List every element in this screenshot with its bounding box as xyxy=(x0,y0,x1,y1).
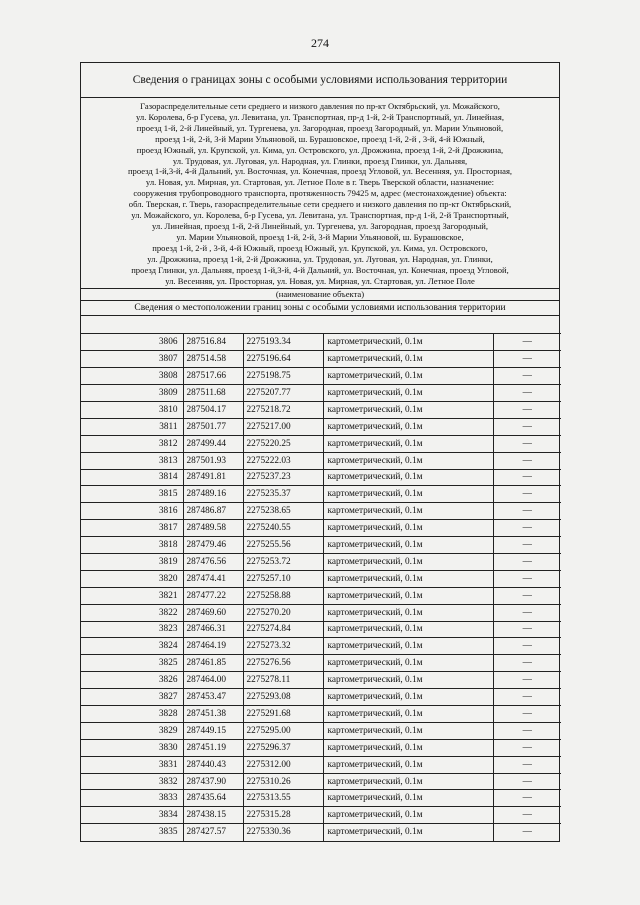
method-accuracy: картометрический, 0.1м xyxy=(323,655,493,672)
description-cell: — xyxy=(493,621,561,638)
description-cell: — xyxy=(493,452,561,469)
table-row xyxy=(81,790,561,807)
object-description xyxy=(81,98,559,289)
table-row xyxy=(81,351,561,368)
point-number: 3814 xyxy=(81,469,183,486)
x-coordinate: 287477.22 xyxy=(183,587,243,604)
table-row xyxy=(81,689,561,706)
x-coordinate: 287464.00 xyxy=(183,672,243,689)
method-accuracy: картометрический, 0.1м xyxy=(323,807,493,824)
description-line: ул. Можайского, ул. Королева, б-р Гусева, ул. Левитана, ул. Транспортная, пр-д 1-й, 2-й Транспортный, xyxy=(131,210,509,221)
description-line: проезд 1-й, 2-й Линейный, ул. Тургенева, ул. Загородная, проезд Загородный, ул. Марии Ульяновой, xyxy=(136,122,504,133)
method-accuracy: картометрический, 0.1м xyxy=(323,385,493,402)
y-coordinate: 2275255.56 xyxy=(243,537,323,554)
method-accuracy: картометрический, 0.1м xyxy=(323,435,493,452)
table-row xyxy=(81,520,561,537)
description-cell: — xyxy=(493,824,561,841)
description-line: ул. Линейная, проезд 1-й, 2-й Линейный, ул. Тургенева, ул. Загородная, проезд Загородный, xyxy=(151,220,489,231)
table-row xyxy=(81,553,561,570)
y-coordinate: 2275253.72 xyxy=(243,553,323,570)
description-line: проезд Глинки, ул. Дальняя, проезд 1-й,3-й, 4-й Дальний, ул. Восточная, ул. Конечная, проезд Угловой, xyxy=(131,264,509,275)
y-coordinate: 2275313.55 xyxy=(243,790,323,807)
x-coordinate: 287464.19 xyxy=(183,638,243,655)
y-coordinate: 2275217.00 xyxy=(243,418,323,435)
table-row xyxy=(81,824,561,841)
x-coordinate: 287486.87 xyxy=(183,503,243,520)
table-header-spacer xyxy=(81,316,559,333)
y-coordinate: 2275240.55 xyxy=(243,520,323,537)
method-accuracy: картометрический, 0.1м xyxy=(323,401,493,418)
method-accuracy: картометрический, 0.1м xyxy=(323,553,493,570)
table-row xyxy=(81,486,561,503)
point-number: 3818 xyxy=(81,537,183,554)
point-number: 3809 xyxy=(81,385,183,402)
table-row xyxy=(81,385,561,402)
point-number: 3812 xyxy=(81,435,183,452)
description-cell: — xyxy=(493,722,561,739)
method-accuracy: картометрический, 0.1м xyxy=(323,368,493,385)
description-line: сооружения трубопроводного транспорта, протяженность 79425 м, адрес (местонахождение) объекта: xyxy=(133,188,507,199)
description-cell: — xyxy=(493,672,561,689)
method-accuracy: картометрический, 0.1м xyxy=(323,418,493,435)
table-row xyxy=(81,638,561,655)
x-coordinate: 287511.68 xyxy=(183,385,243,402)
method-accuracy: картометрический, 0.1м xyxy=(323,739,493,756)
description-line: проезд 1-й, 2-й, 3-й Марии Ульяновой, ш. Бурашовское, проезд 1-й, 2-й , 3-й, 4-й Южный, xyxy=(155,133,485,144)
x-coordinate: 287451.19 xyxy=(183,739,243,756)
x-coordinate: 287438.15 xyxy=(183,807,243,824)
point-number: 3825 xyxy=(81,655,183,672)
description-cell: — xyxy=(493,587,561,604)
description-line: ул. Трудовая, ул. Луговая, ул. Народная, ул. Глинки, проезд Глинки, ул. Дальняя, xyxy=(172,155,468,166)
x-coordinate: 287451.38 xyxy=(183,706,243,723)
y-coordinate: 2275193.34 xyxy=(243,334,323,351)
table-row xyxy=(81,739,561,756)
method-accuracy: картометрический, 0.1м xyxy=(323,520,493,537)
description-cell: — xyxy=(493,773,561,790)
y-coordinate: 2275278.11 xyxy=(243,672,323,689)
description-cell: — xyxy=(493,655,561,672)
point-number: 3834 xyxy=(81,807,183,824)
method-accuracy: картометрический, 0.1м xyxy=(323,587,493,604)
section-title: Сведения о местоположении границ зоны с особыми условиями использования территории xyxy=(81,301,559,316)
method-accuracy: картометрический, 0.1м xyxy=(323,334,493,351)
description-line: проезд 1-й,3-й, 4-й Дальний, ул. Восточная, ул. Конечная, проезд Угловой, ул. Весенняя, ул. Просторная, xyxy=(127,166,513,177)
table-row xyxy=(81,722,561,739)
y-coordinate: 2275257.10 xyxy=(243,570,323,587)
y-coordinate: 2275291.68 xyxy=(243,706,323,723)
y-coordinate: 2275293.08 xyxy=(243,689,323,706)
description-cell: — xyxy=(493,807,561,824)
point-number: 3813 xyxy=(81,452,183,469)
y-coordinate: 2275270.20 xyxy=(243,604,323,621)
point-number: 3810 xyxy=(81,401,183,418)
x-coordinate: 287466.31 xyxy=(183,621,243,638)
x-coordinate: 287499.44 xyxy=(183,435,243,452)
x-coordinate: 287516.84 xyxy=(183,334,243,351)
x-coordinate: 287474.41 xyxy=(183,570,243,587)
table-row xyxy=(81,368,561,385)
description-cell: — xyxy=(493,706,561,723)
point-number: 3816 xyxy=(81,503,183,520)
description-cell: — xyxy=(493,503,561,520)
method-accuracy: картометрический, 0.1м xyxy=(323,469,493,486)
y-coordinate: 2275218.72 xyxy=(243,401,323,418)
point-number: 3828 xyxy=(81,706,183,723)
y-coordinate: 2275295.00 xyxy=(243,722,323,739)
table-row xyxy=(81,604,561,621)
coordinates-table xyxy=(81,333,561,840)
method-accuracy: картометрический, 0.1м xyxy=(323,638,493,655)
description-line: ул. Новая, ул. Мирная, ул. Стартовая, ул. Летное Поле в г. Тверь Тверской области, назначение: xyxy=(145,177,495,188)
description-line: ул. Дрожжина, проезд 1-й, 2-й Дрожжина, ул. Трудовая, ул. Луговая, ул. Народная, ул. Глинки, xyxy=(147,253,493,264)
x-coordinate: 287427.57 xyxy=(183,824,243,841)
x-coordinate: 287489.58 xyxy=(183,520,243,537)
method-accuracy: картометрический, 0.1м xyxy=(323,824,493,841)
x-coordinate: 287437.90 xyxy=(183,773,243,790)
y-coordinate: 2275220.25 xyxy=(243,435,323,452)
table-row xyxy=(81,655,561,672)
point-number: 3806 xyxy=(81,334,183,351)
method-accuracy: картометрический, 0.1м xyxy=(323,722,493,739)
description-cell: — xyxy=(493,351,561,368)
y-coordinate: 2275196.64 xyxy=(243,351,323,368)
description-cell: — xyxy=(493,604,561,621)
description-cell: — xyxy=(493,570,561,587)
table-row xyxy=(81,621,561,638)
point-number: 3822 xyxy=(81,604,183,621)
description-cell: — xyxy=(493,334,561,351)
x-coordinate: 287469.60 xyxy=(183,604,243,621)
point-number: 3808 xyxy=(81,368,183,385)
method-accuracy: картометрический, 0.1м xyxy=(323,486,493,503)
y-coordinate: 2275296.37 xyxy=(243,739,323,756)
y-coordinate: 2275198.75 xyxy=(243,368,323,385)
point-number: 3807 xyxy=(81,351,183,368)
y-coordinate: 2275207.77 xyxy=(243,385,323,402)
y-coordinate: 2275315.28 xyxy=(243,807,323,824)
point-number: 3823 xyxy=(81,621,183,638)
x-coordinate: 287479.46 xyxy=(183,537,243,554)
method-accuracy: картометрический, 0.1м xyxy=(323,773,493,790)
table-row xyxy=(81,334,561,351)
table-row xyxy=(81,452,561,469)
point-number: 3835 xyxy=(81,824,183,841)
point-number: 3811 xyxy=(81,418,183,435)
point-number: 3821 xyxy=(81,587,183,604)
description-cell: — xyxy=(493,385,561,402)
method-accuracy: картометрический, 0.1м xyxy=(323,503,493,520)
x-coordinate: 287461.85 xyxy=(183,655,243,672)
description-line: ул. Марии Ульяновой, проезд 1-й, 2-й, 3-й Марии Ульяновой, ш. Бурашовское, xyxy=(176,231,464,242)
x-coordinate: 287501.93 xyxy=(183,452,243,469)
point-number: 3820 xyxy=(81,570,183,587)
method-accuracy: картометрический, 0.1м xyxy=(323,706,493,723)
point-number: 3827 xyxy=(81,689,183,706)
zone-boundary-document xyxy=(80,62,560,842)
y-coordinate: 2275274.84 xyxy=(243,621,323,638)
description-cell: — xyxy=(493,553,561,570)
description-cell: — xyxy=(493,638,561,655)
y-coordinate: 2275258.88 xyxy=(243,587,323,604)
description-line: ул. Весенняя, ул. Просторная, ул. Новая, ул. Мирная, ул. Стартовая, ул. Летное Поле xyxy=(165,275,475,286)
table-row xyxy=(81,435,561,452)
point-number: 3833 xyxy=(81,790,183,807)
point-number: 3817 xyxy=(81,520,183,537)
table-row xyxy=(81,401,561,418)
point-number: 3830 xyxy=(81,739,183,756)
method-accuracy: картометрический, 0.1м xyxy=(323,570,493,587)
y-coordinate: 2275237.23 xyxy=(243,469,323,486)
x-coordinate: 287476.56 xyxy=(183,553,243,570)
y-coordinate: 2275238.65 xyxy=(243,503,323,520)
y-coordinate: 2275235.37 xyxy=(243,486,323,503)
description-cell: — xyxy=(493,520,561,537)
table-row xyxy=(81,706,561,723)
x-coordinate: 287491.81 xyxy=(183,469,243,486)
y-coordinate: 2275222.03 xyxy=(243,452,323,469)
y-coordinate: 2275310.26 xyxy=(243,773,323,790)
method-accuracy: картометрический, 0.1м xyxy=(323,537,493,554)
point-number: 3819 xyxy=(81,553,183,570)
table-row xyxy=(81,418,561,435)
x-coordinate: 287504.17 xyxy=(183,401,243,418)
x-coordinate: 287517.66 xyxy=(183,368,243,385)
method-accuracy: картометрический, 0.1м xyxy=(323,790,493,807)
x-coordinate: 287501.77 xyxy=(183,418,243,435)
method-accuracy: картометрический, 0.1м xyxy=(323,672,493,689)
description-cell: — xyxy=(493,401,561,418)
description-cell: — xyxy=(493,739,561,756)
description-cell: — xyxy=(493,790,561,807)
x-coordinate: 287514.58 xyxy=(183,351,243,368)
table-row xyxy=(81,503,561,520)
x-coordinate: 287449.15 xyxy=(183,722,243,739)
table-row xyxy=(81,570,561,587)
method-accuracy: картометрический, 0.1м xyxy=(323,621,493,638)
description-cell: — xyxy=(493,486,561,503)
page-number: 274 xyxy=(311,36,329,50)
x-coordinate: 287489.16 xyxy=(183,486,243,503)
table-row xyxy=(81,672,561,689)
table-row xyxy=(81,537,561,554)
point-number: 3815 xyxy=(81,486,183,503)
object-name-caption: (наименование объекта) xyxy=(81,289,559,301)
table-row xyxy=(81,773,561,790)
description-line: Газораспределительные сети среднего и низкого давления по пр-кт Октябрьский, ул. Можайского, xyxy=(140,101,500,111)
method-accuracy: картометрический, 0.1м xyxy=(323,351,493,368)
description-cell: — xyxy=(493,469,561,486)
description-line: обл. Тверская, г. Тверь, газораспределительные сети среднего и низкого давления по пр-кт Октябрьский, xyxy=(128,199,512,210)
description-cell: — xyxy=(493,435,561,452)
method-accuracy: картометрический, 0.1м xyxy=(323,756,493,773)
y-coordinate: 2275312.00 xyxy=(243,756,323,773)
y-coordinate: 2275330.36 xyxy=(243,824,323,841)
point-number: 3826 xyxy=(81,672,183,689)
description-cell: — xyxy=(493,368,561,385)
description-cell: — xyxy=(493,418,561,435)
description-line: ул. Королева, б-р Гусева, ул. Левитана, ул. Транспортная, пр-д 1-й, 2-й Транспортный, ул. Линейная, xyxy=(136,111,504,122)
table-row xyxy=(81,756,561,773)
description-cell: — xyxy=(493,689,561,706)
x-coordinate: 287453.47 xyxy=(183,689,243,706)
document-title: Сведения о границах зоны с особыми условиями использования территории xyxy=(81,63,559,98)
y-coordinate: 2275276.56 xyxy=(243,655,323,672)
description-cell: — xyxy=(493,756,561,773)
method-accuracy: картометрический, 0.1м xyxy=(323,689,493,706)
table-row xyxy=(81,469,561,486)
point-number: 3831 xyxy=(81,756,183,773)
method-accuracy: картометрический, 0.1м xyxy=(323,452,493,469)
point-number: 3829 xyxy=(81,722,183,739)
table-row xyxy=(81,807,561,824)
x-coordinate: 287440.43 xyxy=(183,756,243,773)
table-row xyxy=(81,587,561,604)
x-coordinate: 287435.64 xyxy=(183,790,243,807)
point-number: 3832 xyxy=(81,773,183,790)
method-accuracy: картометрический, 0.1м xyxy=(323,604,493,621)
description-line: проезд Южный, ул. Крупской, ул. Кима, ул. Островского, ул. Дрожжина, проезд 1-й, 2-й Дрожжина, xyxy=(136,144,504,155)
y-coordinate: 2275273.32 xyxy=(243,638,323,655)
description-line: проезд 1-й, 2-й , 3-й, 4-й Южный, проезд Южный, ул. Крупской, ул. Кима, ул. Островского, xyxy=(152,242,488,253)
description-cell: — xyxy=(493,537,561,554)
point-number: 3824 xyxy=(81,638,183,655)
